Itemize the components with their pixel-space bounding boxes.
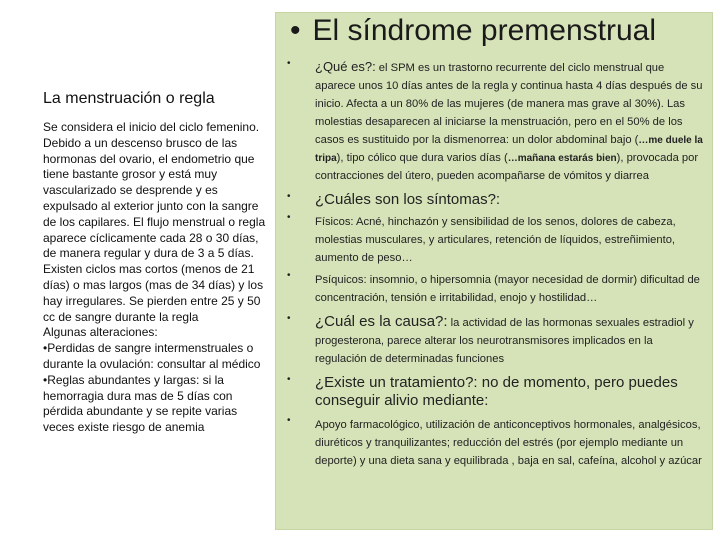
bullet-question: ¿Cuál es la causa?: <box>315 313 448 330</box>
right-bullets <box>283 58 703 469</box>
left-paragraph: •Reglas abundantes y largas: si la hemorragia dura mas de 5 días con pérdida abundante y se repite varias veces existe riesgo de anemia <box>43 372 238 435</box>
bullet-text: ), provocada por contracciones del útero, pueden acompañarse de vómitos y diarrea <box>315 152 699 182</box>
bullet-bold: …mañana estarás bien <box>507 153 617 164</box>
bullet-causa <box>283 313 703 367</box>
bullet-que-es <box>283 58 703 184</box>
left-heading: La menstruación o regla <box>43 90 215 107</box>
bullet-text: el SPM es un trastorno recurrente del ciclo menstrual que aparece unos 10 días antes de la regla y continua hasta 4 días después de su inicio. Afecta a un 80% de las mujeres (de manera mas grave al 30%). Las molestias desaparecen al iniciarse la menstruación, pero en el 50% de los casos es sustituido por la dismenorrea: un dolor abdominal bajo ( <box>315 62 703 146</box>
bullet-bold: …me duele la tripa <box>315 135 703 164</box>
title-text: El síndrome premenstrual <box>312 14 656 47</box>
bullet-question: ¿Existe un tratamiento?: no de momento, pero puedes conseguir alivio mediante: <box>315 374 678 409</box>
bullet-marker: • <box>287 212 291 223</box>
bullet-text: la actividad de las hormonas sexuales estradiol y progesterona, parece alterar los neurotransmisores implicados en la regulación de determinadas funciones <box>315 317 694 365</box>
bullet-sintomas <box>283 191 703 209</box>
left-body <box>43 120 269 436</box>
page-title <box>290 14 710 48</box>
left-paragraph: Existen ciclos mas cortos (menos de 21 días) o mas largos (mas de 34 días) y los hay irregulares. Se pierden entre 25 y 50 cc de sangre durante la regla <box>43 262 264 324</box>
left-paragraph: Algunas alteraciones: <box>43 325 158 340</box>
bullet-fisicos <box>283 212 703 266</box>
bullet-tratamiento <box>283 374 703 410</box>
title-bullet: • <box>290 14 301 47</box>
bullet-text: ), tipo cólico que dura varios días ( <box>336 152 508 164</box>
bullet-marker: • <box>287 191 291 202</box>
bullet-psiquicos <box>283 270 703 306</box>
bullet-marker: • <box>287 58 291 69</box>
left-paragraph: Se considera el inicio del ciclo femenino. Debido a un descenso brusco de las hormonas del ovario, el endometrio que tiene bastante grosor y está muy vascularizado se desprende y es expulsado al exterior junto con la sangre de los capilares. El flujo menstrual o regla aparece cíclicamente cada 28 o 30 días, de manera regular y dura de 3 a 5 días. <box>43 120 266 261</box>
bullet-marker: • <box>287 415 291 426</box>
bullet-marker: • <box>287 374 291 385</box>
bullet-text: Físicos: Acné, hinchazón y sensibilidad de los senos, dolores de cabeza, molestias musculares, y articulares, retención de líquidos, estreñimiento, aumento de peso… <box>315 216 676 264</box>
bullet-question: ¿Qué es?: <box>315 59 376 74</box>
left-paragraph: •Perdidas de sangre intermenstruales o durante la ovulación: consultar al médico <box>43 341 261 371</box>
bullet-marker: • <box>287 313 291 324</box>
bullet-text: Apoyo farmacológico, utilización de anticonceptivos hormonales, analgésicos, diuréticos y tranquilizantes; reducción del estrés (por ejemplo mediante un deporte) y una dieta sana y equilibrada , baja en sal, cafeína, alcohol y azúcar <box>315 419 702 467</box>
bullet-marker: • <box>287 270 291 281</box>
bullet-question: ¿Cuáles son los síntomas?: <box>315 191 501 208</box>
bullet-apoyo <box>283 415 703 469</box>
bullet-text: Psíquicos: insomnio, o hipersomnia (mayor necesidad de dormir) dificultad de concentración, tensión e irritabilidad, enojo y hostilidad… <box>315 274 700 304</box>
